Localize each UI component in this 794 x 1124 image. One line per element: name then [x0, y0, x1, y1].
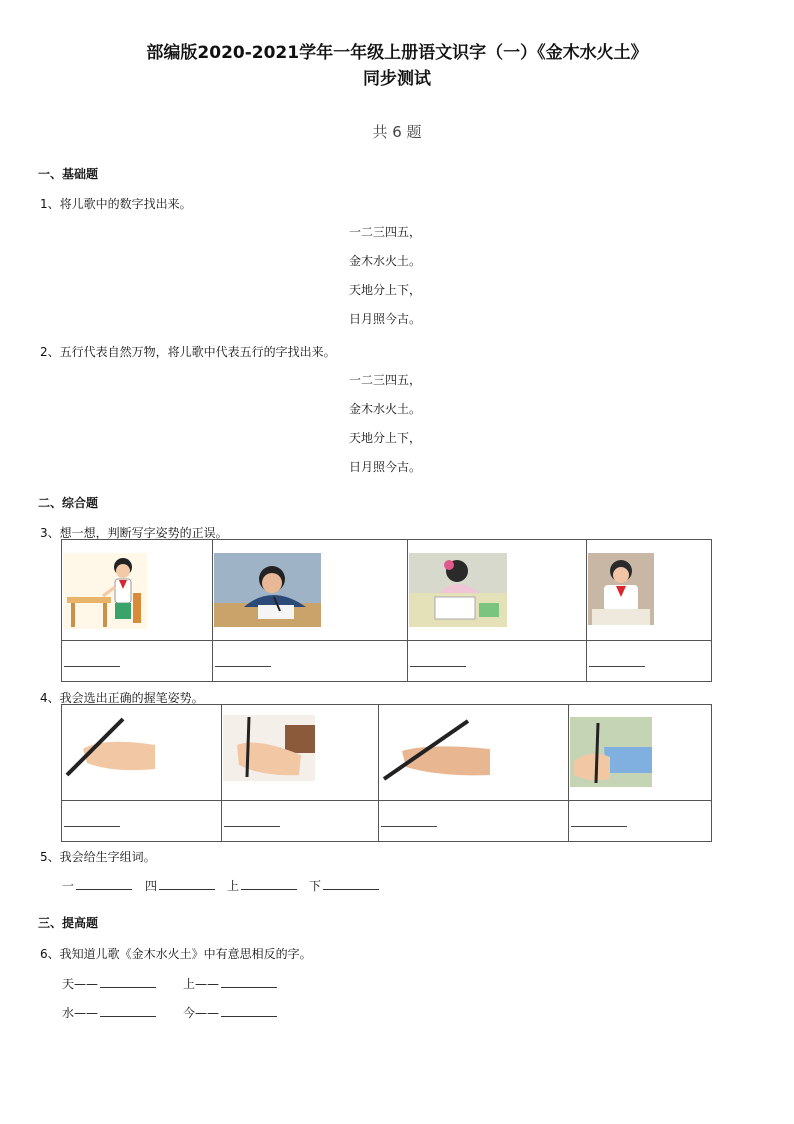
poem-line: 天地分上下，	[349, 283, 422, 297]
grip-image-cell	[222, 705, 379, 801]
pen-grip-image	[380, 717, 492, 781]
question-count: 共 6 题	[372, 123, 422, 141]
answer-blank[interactable]	[76, 877, 132, 890]
posture-answer-cell[interactable]	[212, 641, 408, 682]
question-3-text: 3、想一想，判断写字姿势的正误。	[40, 526, 228, 540]
poem-line: 日月照今古。	[349, 460, 422, 474]
document-title-line1: 部编版2020-2021学年一年级上册语文识字（一）《金木水火土》	[146, 43, 648, 63]
poem-line: 一二三四五，	[349, 373, 422, 387]
pen-grip-image	[223, 715, 315, 781]
poem-line: 日月照今古。	[349, 312, 422, 326]
photo-girl-upright-image	[588, 553, 654, 625]
answer-blank[interactable]	[100, 1004, 156, 1017]
cartoon-girl-writing-image	[63, 553, 147, 629]
word-building-item[interactable]	[309, 877, 379, 894]
posture-table	[61, 539, 712, 682]
answer-blank[interactable]	[381, 826, 437, 827]
posture-image-cell	[408, 540, 587, 641]
antonym-item[interactable]	[62, 1004, 156, 1021]
character-label: 一	[62, 879, 75, 893]
answer-blank[interactable]	[571, 826, 627, 827]
word-building-item[interactable]	[145, 877, 215, 894]
section-heading-comprehensive: 二、综合题	[38, 496, 99, 510]
answer-blank[interactable]	[323, 877, 379, 890]
grip-image-cell	[379, 705, 568, 801]
character-label: 上	[227, 879, 240, 893]
grip-answer-cell[interactable]	[62, 801, 222, 842]
question-6-text: 6、我知道儿歌《金木水火土》中有意思相反的字。	[40, 947, 312, 961]
word-building-item[interactable]	[227, 877, 297, 894]
word-building-row	[62, 877, 462, 893]
antonym-prompt: 天——	[62, 977, 99, 991]
poem-line: 金木水火土。	[349, 402, 422, 416]
antonym-item[interactable]	[62, 975, 156, 992]
antonym-row	[62, 975, 362, 991]
section-heading-basic: 一、基础题	[38, 167, 99, 181]
section-heading-advanced: 三、提高题	[38, 916, 99, 930]
character-label: 下	[309, 879, 322, 893]
question-1-text: 1、将儿歌中的数字找出来。	[40, 197, 192, 211]
pen-grip-image	[570, 717, 652, 787]
poem-line: 天地分上下，	[349, 431, 422, 445]
poem-line: 一二三四五，	[349, 225, 422, 239]
posture-answer-cell[interactable]	[62, 641, 213, 682]
antonym-row	[62, 1004, 362, 1020]
posture-image-cell	[212, 540, 408, 641]
poem-line: 金木水火土。	[349, 254, 422, 268]
document-title-line2: 同步测试	[363, 69, 431, 89]
posture-image-cell	[62, 540, 213, 641]
antonym-item[interactable]	[183, 1004, 277, 1021]
answer-blank[interactable]	[410, 666, 466, 667]
answer-blank[interactable]	[215, 666, 271, 667]
answer-blank[interactable]	[589, 666, 645, 667]
answer-blank[interactable]	[159, 877, 215, 890]
answer-blank[interactable]	[64, 826, 120, 827]
pen-grip-table	[61, 704, 712, 842]
photo-boy-writing-image	[214, 553, 321, 627]
answer-blank[interactable]	[64, 666, 120, 667]
question-4-text: 4、我会选出正确的握笔姿势。	[40, 691, 204, 705]
antonym-prompt: 水——	[62, 1006, 99, 1020]
grip-image-cell	[62, 705, 222, 801]
answer-blank[interactable]	[224, 826, 280, 827]
posture-image-cell	[587, 540, 712, 641]
answer-blank[interactable]	[221, 1004, 277, 1017]
word-building-item[interactable]	[62, 877, 132, 894]
answer-blank[interactable]	[100, 975, 156, 988]
character-label: 四	[145, 879, 158, 893]
grip-image-cell	[568, 705, 711, 801]
antonym-prompt: 上——	[183, 977, 220, 991]
grip-answer-cell[interactable]	[568, 801, 711, 842]
grip-answer-cell[interactable]	[222, 801, 379, 842]
answer-blank[interactable]	[221, 975, 277, 988]
answer-blank[interactable]	[241, 877, 297, 890]
question-2-text: 2、五行代表自然万物，将儿歌中代表五行的字找出来。	[40, 345, 336, 359]
antonym-prompt: 今——	[183, 1006, 220, 1020]
posture-answer-cell[interactable]	[408, 641, 587, 682]
pen-grip-image	[63, 715, 159, 779]
posture-answer-cell[interactable]	[587, 641, 712, 682]
question-5-text: 5、我会给生字组词。	[40, 850, 156, 864]
antonym-item[interactable]	[183, 975, 277, 992]
grip-answer-cell[interactable]	[379, 801, 568, 842]
photo-girl-leaning-image	[409, 553, 507, 627]
